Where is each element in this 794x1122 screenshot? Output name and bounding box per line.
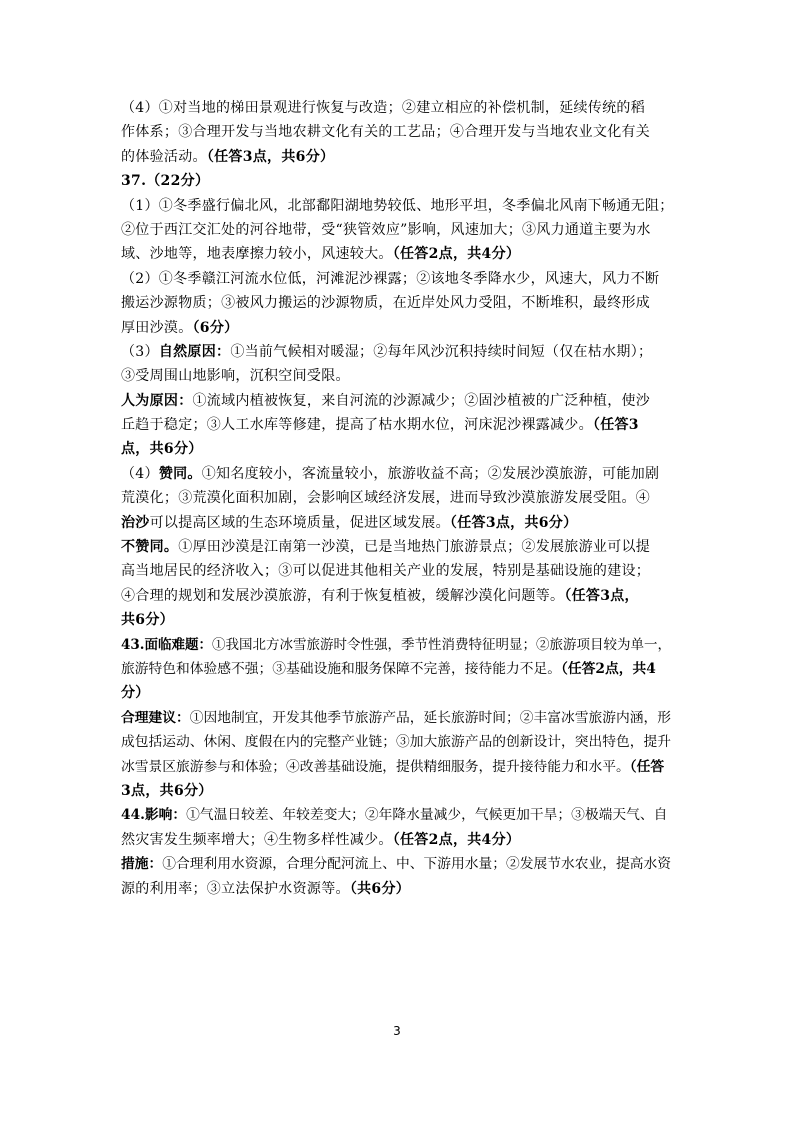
text-line [121, 242, 677, 266]
text-segment: 丘趋于稳定；③人工水库等修建，提高了枯水期水位，河床泥沙裸露减少。 [121, 417, 593, 434]
text-line [121, 535, 677, 559]
text-line [121, 877, 677, 901]
text-line [121, 852, 677, 876]
text-line [121, 267, 677, 291]
text-line [121, 413, 677, 437]
text-line [121, 194, 677, 218]
text-segment: 作体系；③合理开发与当地农耕文化有关的工艺品；④合理开发与当地农业文化有关 [121, 124, 651, 141]
bold-text: （6分） [192, 319, 239, 336]
bold-text: （任答3点，共6分） [206, 148, 335, 165]
bold-text: 点，共6分） [121, 441, 203, 458]
text-segment: 搬运沙源物质；③被风力搬运的沙源物质，在近岸处风力受阻，不断堆积，最终形成 [121, 295, 651, 312]
text-line [121, 779, 677, 803]
text-line [121, 340, 677, 364]
bold-text: （任答2点，共4 [561, 660, 656, 677]
text-segment: 厚田沙漠。 [121, 319, 193, 336]
text-line [121, 96, 677, 120]
text-line [121, 657, 677, 681]
page-number: 3 [393, 1024, 401, 1038]
text-segment: （3） [121, 343, 159, 360]
text-line [121, 291, 677, 315]
text-segment: 源的利用率；③立法保护水资源等。 [121, 880, 350, 897]
text-segment: 旅游特色和体验感不强；③基础设施和服务保障不完善，接待能力不足。 [121, 660, 562, 677]
bold-text: （任答 [629, 758, 665, 775]
text-segment: ①我国北方冰雪旅游时令性强，季节性消费特征明显；②旅游项目较为单一， [212, 636, 671, 653]
text-segment: 冰雪景区旅游参与和体验；④改善基础设施，提供精细服务，提升接待能力和水平。 [121, 758, 630, 775]
bold-text: 分） [121, 685, 150, 702]
bold-text: 治沙 [121, 514, 150, 531]
text-segment: 荒漠化；③荒漠化面积加剧，会影响区域经济发展，进而导致沙漠旅游发展受阻。④ [121, 490, 651, 507]
text-segment: 的体验活动。 [121, 148, 207, 165]
text-line [121, 755, 677, 779]
bold-text: 3点，共6分） [121, 782, 213, 799]
text-segment: （4）①对当地的梯田景观进行恢复与改造；②建立相应的补偿机制，延续传统的稻 [121, 100, 646, 116]
text-segment: 然灾害发生频率增大；④生物多样性减少。 [121, 831, 393, 848]
text-segment: （4） [121, 465, 159, 482]
text-line [121, 511, 677, 535]
text-segment: ①因地制宜，开发其他季节旅游产品，延长旅游时间；②丰富冰雪旅游内涵，形 [189, 709, 672, 726]
bold-text: 措施： [121, 856, 163, 873]
text-segment: （2）①冬季赣江河流水位低，河滩泥沙裸露；②该地冬季降水少，风速大，风力不断 [121, 270, 660, 287]
text-line [121, 316, 677, 340]
bold-text: （任答2点，共4分） [392, 246, 521, 263]
text-line [121, 462, 677, 486]
text-segment: ①知名度较小，客流量较小，旅游收益不高；②发展沙漠旅游，可能加剧 [201, 465, 660, 482]
text-line [121, 145, 677, 169]
text-line [121, 828, 677, 852]
bold-text: 不赞同。 [121, 539, 179, 556]
text-line [121, 608, 677, 632]
text-line [121, 633, 677, 657]
text-line [121, 730, 677, 754]
bold-text: （任答3点， [564, 587, 639, 604]
text-segment: ③受周围山地影响，沉积空间受限。 [121, 368, 350, 385]
text-segment: 域、沙地等，地表摩擦力较小，风速较大。 [121, 246, 393, 263]
bold-text: 37.（22分） [121, 173, 210, 190]
bold-text: 共6分） [121, 612, 174, 629]
text-segment: 高当地居民的经济收入；③可以促进其他相关产业的发展，特别是基础设施的建设； [121, 563, 651, 580]
text-line [121, 584, 677, 608]
bold-text: 合理建议： [121, 709, 190, 726]
bold-text: （任答3点，共6分） [449, 514, 578, 531]
bold-text: （任答2点，共4分） [392, 831, 521, 848]
text-segment: ①当前气候相对暖湿；②每年风沙沉积持续时间短（仅在枯水期）； [230, 343, 653, 360]
text-line [121, 681, 677, 705]
bold-text: 自然原因： [158, 343, 231, 360]
text-segment: 成包括运动、休闲、度假在内的完整产业链；③加大旅游产品的创新设计，突出特色，提升 [121, 734, 672, 751]
text-segment: ④合理的规划和发展沙漠旅游，有利于恢复植被，缓解沙漠化问题等。 [121, 587, 565, 604]
bold-text: （共6分） [349, 880, 411, 897]
text-line [121, 364, 677, 388]
text-segment: ①厚田沙漠是江南第一沙漠，已是当地热门旅游景点；②发展旅游业可以提 [178, 539, 651, 556]
answer-text [121, 96, 677, 901]
text-segment: ①合理利用水资源，合理分配河流上、中、下游用水量；②发展节水农业，提高水资 [162, 856, 672, 873]
bold-text: （任答3 [592, 417, 639, 434]
text-segment: （1）①冬季盛行偏北风，北部鄱阳湖地势较低、地形平坦，冬季偏北风南下畅通无阻； [121, 197, 674, 214]
text-line [121, 803, 677, 827]
text-line [121, 389, 677, 413]
text-segment: 可以提高区域的生态环境质量，促进区域发展。 [149, 514, 450, 531]
text-segment: ①气温日较差、年较差变大；②年降水量减少，气候更加干旱；③极端天气、自 [186, 807, 668, 824]
bold-text: 赞同。 [158, 465, 202, 482]
text-line [121, 706, 677, 730]
text-segment: ②位于西江交汇处的河谷地带，受“狭管效应”影响，风速加大；③风力通道主要为水 [121, 221, 651, 238]
bold-text: 44.影响： [121, 807, 187, 824]
text-line [121, 486, 677, 510]
text-line [121, 437, 677, 461]
text-segment: ①流域内植被恢复，来自河流的沙源减少；②固沙植被的广泛种植，使沙 [192, 392, 651, 409]
text-line [121, 169, 677, 193]
text-line [121, 559, 677, 583]
text-line [121, 218, 677, 242]
bold-text: 43.面临难题： [121, 636, 212, 653]
bold-text: 人为原因： [121, 392, 193, 409]
text-line [121, 120, 677, 144]
